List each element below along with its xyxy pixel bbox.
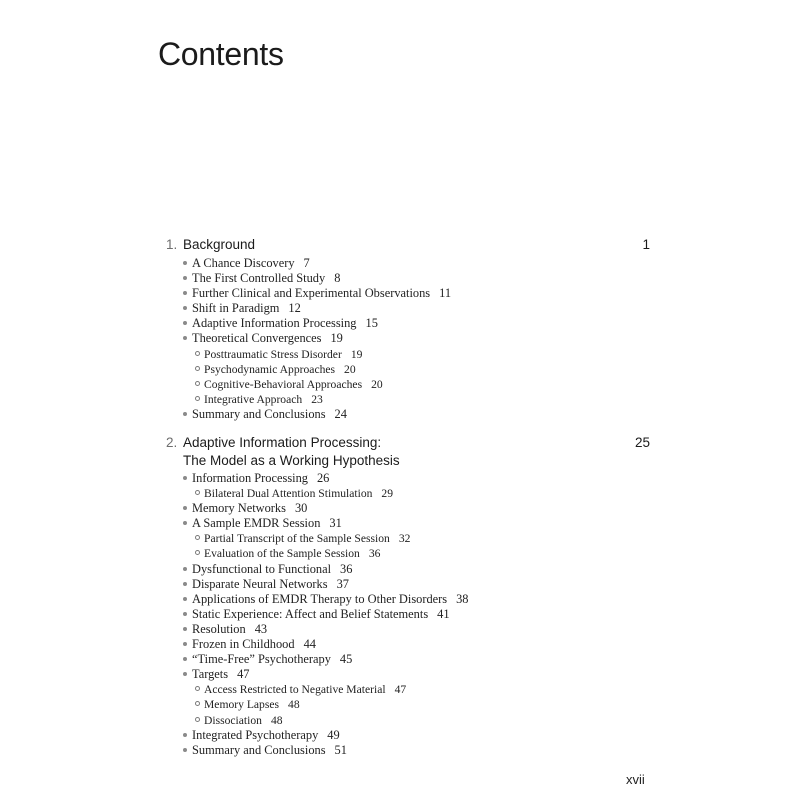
toc-entry-label: Posttraumatic Stress Disorder xyxy=(204,347,342,361)
toc-entry xyxy=(183,743,469,758)
toc-entry xyxy=(183,501,469,516)
toc-entry-label: A Sample EMDR Session xyxy=(192,516,321,531)
toc-entry-page: 47 xyxy=(394,683,407,697)
toc-entry-label: Memory Lapses xyxy=(204,698,280,712)
bullet-icon xyxy=(183,567,187,571)
bullet-icon xyxy=(183,291,187,295)
hollow-bullet-icon xyxy=(195,381,200,386)
toc-entry-page: 15 xyxy=(365,316,378,331)
toc-entry-page: 44 xyxy=(303,637,316,652)
toc-entry-page: 43 xyxy=(254,621,268,636)
toc-entry-page: 38 xyxy=(456,591,469,606)
toc-entry-page: 30 xyxy=(294,501,308,516)
bullet-icon xyxy=(183,412,187,416)
hollow-bullet-icon xyxy=(195,717,200,722)
toc-entry-page: 32 xyxy=(398,532,411,546)
toc-entry-label: The First Controlled Study xyxy=(192,271,326,286)
toc-entry-label: Shift in Paradigm xyxy=(192,301,280,316)
toc-subentry xyxy=(183,377,451,392)
toc-entry-page: 11 xyxy=(439,286,452,301)
bullet-icon xyxy=(183,321,187,325)
toc-entry-page: 51 xyxy=(334,742,347,757)
chapter-2-title: Adaptive Information Processing: xyxy=(183,435,382,450)
toc-entry xyxy=(183,592,469,607)
toc-entry-page: 12 xyxy=(288,301,301,316)
hollow-bullet-icon xyxy=(195,686,200,691)
bullet-icon xyxy=(183,642,187,646)
toc-entry-page: 26 xyxy=(316,471,330,485)
toc-entry xyxy=(183,301,451,316)
toc-entry xyxy=(183,667,469,682)
chapter-1-entries xyxy=(183,256,451,422)
toc-entry-page: 7 xyxy=(303,256,310,270)
bullet-icon xyxy=(183,506,187,510)
page-folio: xvii xyxy=(626,772,645,787)
bullet-icon xyxy=(183,521,187,525)
hollow-bullet-icon xyxy=(195,351,200,356)
hollow-bullet-icon xyxy=(195,550,200,555)
toc-entry-label: Psychodynamic Approaches xyxy=(204,362,336,376)
bullet-icon xyxy=(183,306,187,310)
toc-subentry xyxy=(183,713,469,728)
toc-subentry xyxy=(183,682,469,697)
toc-subentry xyxy=(183,697,469,712)
toc-entry-label: Partial Transcript of the Sample Session xyxy=(204,532,390,546)
toc-entry-label: Dysfunctional to Functional xyxy=(192,561,332,576)
bullet-icon xyxy=(183,748,187,752)
toc-entry-page: 20 xyxy=(344,362,356,376)
toc-subentry xyxy=(183,546,469,561)
toc-entry-page: 47 xyxy=(237,667,250,682)
toc-entry-page: 20 xyxy=(371,377,383,391)
toc-entry-page: 41 xyxy=(437,606,450,621)
bullet-icon xyxy=(183,476,187,480)
toc-entry-label: Theoretical Convergences xyxy=(192,331,322,346)
toc-entry xyxy=(183,728,469,743)
toc-entry-label: Bilateral Dual Attention Stimulation xyxy=(204,487,373,501)
toc-entry-label: Memory Networks xyxy=(192,501,286,516)
toc-entry-page: 36 xyxy=(340,561,353,576)
toc-entry-page: 29 xyxy=(381,487,394,501)
chapter-2-number: 2. xyxy=(166,435,178,450)
toc-subentry xyxy=(183,347,451,362)
toc-entry-label: Dissociation xyxy=(204,713,262,727)
toc-entry-page: 24 xyxy=(334,406,347,421)
chapter-2-entries xyxy=(183,471,469,758)
toc-entry xyxy=(183,622,469,637)
toc-entry-page: 19 xyxy=(330,331,343,346)
hollow-bullet-icon xyxy=(195,396,200,401)
toc-entry-page: 45 xyxy=(339,652,353,667)
chapter-2-title-line xyxy=(166,434,652,452)
toc-entry xyxy=(183,562,469,577)
toc-entry-label: Disparate Neural Networks xyxy=(192,576,328,591)
toc-entry xyxy=(183,256,451,271)
toc-subentry xyxy=(183,486,469,501)
toc-entry-label: Cognitive-Behavioral Approaches xyxy=(204,377,363,391)
toc-entry-page: 36 xyxy=(368,547,381,561)
toc-entry-label: Static Experience: Affect and Belief Statements xyxy=(192,606,429,621)
chapter-2-subtitle: The Model as a Working Hypothesis xyxy=(183,453,400,468)
chapter-1-title: Background xyxy=(183,237,256,252)
bullet-icon xyxy=(183,336,187,340)
toc-entry-label: Evaluation of the Sample Session xyxy=(204,547,360,561)
bullet-icon xyxy=(183,597,187,601)
toc-entry-label: Targets xyxy=(192,667,229,682)
toc-entry-label: A Chance Discovery xyxy=(192,256,295,270)
toc-entry xyxy=(183,316,451,331)
hollow-bullet-icon xyxy=(195,490,200,495)
page-title: Contents xyxy=(158,36,284,72)
toc-entry xyxy=(183,516,469,531)
toc-entry-label: “Time-Free” Psychotherapy xyxy=(192,652,331,667)
chapter-1-page: 1 xyxy=(642,237,650,252)
chapter-1-heading xyxy=(166,236,652,254)
toc-entry xyxy=(183,271,451,286)
toc-subentry xyxy=(183,531,469,546)
bullet-icon xyxy=(183,657,187,661)
toc-entry xyxy=(183,407,451,422)
bullet-icon xyxy=(183,733,187,737)
toc-entry-page: 31 xyxy=(329,516,342,531)
bullet-icon xyxy=(183,627,187,631)
toc-entry-label: Access Restricted to Negative Material xyxy=(204,683,386,697)
chapter-2-heading xyxy=(166,434,652,470)
toc-entry-page: 49 xyxy=(327,727,340,742)
toc-entry-label: Integrative Approach xyxy=(204,392,303,406)
toc-entry-page: 19 xyxy=(350,347,363,361)
toc-entry-page: 48 xyxy=(288,698,300,712)
hollow-bullet-icon xyxy=(195,366,200,371)
toc-entry-label: Adaptive Information Processing xyxy=(192,316,357,331)
toc-entry xyxy=(183,471,469,486)
bullet-icon xyxy=(183,672,187,676)
toc-entry xyxy=(183,577,469,592)
hollow-bullet-icon xyxy=(195,535,200,540)
toc-entry-label: Summary and Conclusions xyxy=(192,742,326,757)
bullet-icon xyxy=(183,582,187,586)
toc-entry-page: 23 xyxy=(311,392,323,406)
bullet-icon xyxy=(183,276,187,280)
toc-subentry xyxy=(183,362,451,377)
chapter-1-number: 1. xyxy=(166,237,178,252)
toc-entry-label: Information Processing xyxy=(192,471,308,485)
toc-entry-label: Resolution xyxy=(192,621,246,636)
toc-entry-label: Applications of EMDR Therapy to Other Disorders xyxy=(192,591,448,606)
toc-entry-label: Further Clinical and Experimental Observations xyxy=(192,286,431,301)
toc-entry-page: 48 xyxy=(270,713,283,727)
toc-entry xyxy=(183,607,469,622)
bullet-icon xyxy=(183,612,187,616)
toc-entry xyxy=(183,637,469,652)
chapter-1-title-line xyxy=(166,236,652,254)
hollow-bullet-icon xyxy=(195,701,200,706)
toc-entry-label: Frozen in Childhood xyxy=(192,637,295,652)
toc-entry-label: Integrated Psychotherapy xyxy=(192,727,319,742)
toc-entry xyxy=(183,652,469,667)
toc-entry xyxy=(183,331,451,346)
toc-entry-label: Summary and Conclusions xyxy=(192,406,326,421)
toc-entry xyxy=(183,286,451,301)
toc-entry-page: 8 xyxy=(334,271,341,286)
toc-subentry xyxy=(183,392,451,407)
chapter-2-page: 25 xyxy=(634,435,650,450)
toc-entry-page: 37 xyxy=(336,576,349,591)
bullet-icon xyxy=(183,261,187,265)
